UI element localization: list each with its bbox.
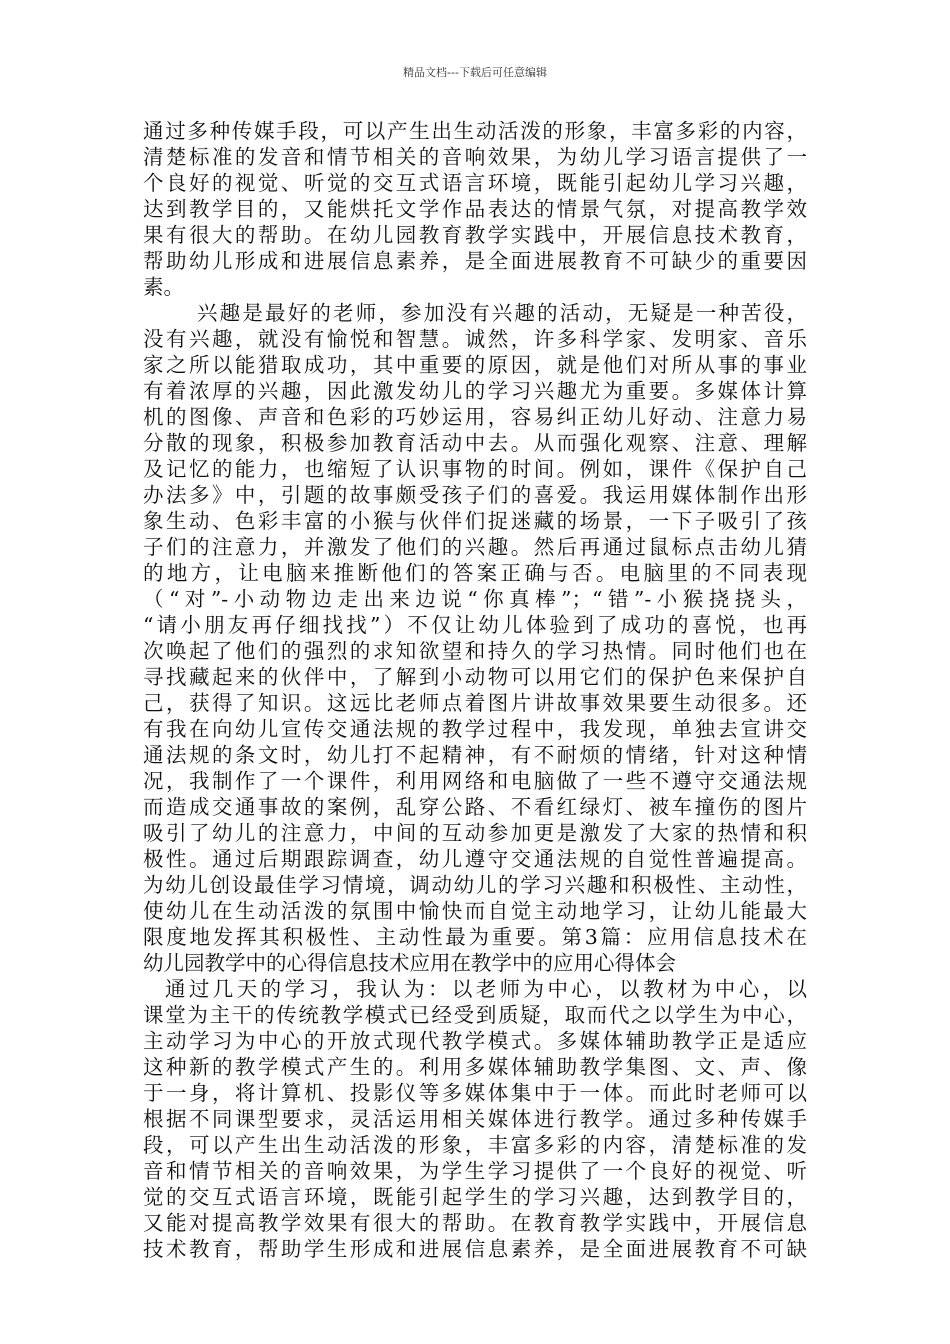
text-line: 课堂为主干的传统教学模式已经受到质疑，取而代之以学生为中心， xyxy=(143,1003,807,1027)
document-body xyxy=(143,118,807,1262)
text-line: “请小朋友再仔细找找”）不仅让幼儿体验到了成功的喜悦，也再 xyxy=(143,613,807,637)
text-line: 没有兴趣，就没有愉悦和智慧。诚然，许多科学家、发明家、音乐 xyxy=(143,327,807,351)
text-line: 觉的交互式语言环境，既能引起学生的学习兴趣，达到教学目的， xyxy=(143,1185,807,1209)
text-line: 有着浓厚的兴趣，因此激发幼儿的学习兴趣尤为重要。多媒体计算 xyxy=(143,379,807,403)
text-line: 个良好的视觉、听觉的交互式语言环境，既能引起幼儿学习兴趣， xyxy=(143,171,807,195)
text-line: 及记忆的能力，也缩短了认识事物的时间。例如，课件《保护自己 xyxy=(143,457,807,481)
text-line: 幼儿园教学中的心得信息技术应用在教学中的应用心得体会 xyxy=(143,951,676,975)
page-header xyxy=(0,66,950,80)
text-line: 而造成交通事故的案例，乱穿公路、不看红绿灯、被车撞伤的图片 xyxy=(143,795,807,819)
text-line: 况，我制作了一个课件，利用网络和电脑做了一些不遵守交通法规 xyxy=(143,769,807,793)
text-line: 为幼儿创设最佳学习情境，调动幼儿的学习兴趣和积极性、主动性， xyxy=(143,873,807,897)
text-line: 素。 xyxy=(143,275,184,299)
text-line: 又能对提高教学效果有很大的帮助。在教育教学实践中，开展信息 xyxy=(143,1211,807,1235)
text-line: 次唤起了他们的强烈的求知欲望和持久的学习热情。同时他们也在 xyxy=(143,639,807,663)
text-line: 办法多》中，引题的故事颇受孩子们的喜爱。我运用媒体制作出形 xyxy=(143,483,807,507)
text-line: 机的图像、声音和色彩的巧妙运用，容易纠正幼儿好动、注意力易 xyxy=(143,405,807,429)
header-text: 精品文档---下载后可任意编辑 xyxy=(403,66,547,79)
text-line: 有我在向幼儿宣传交通法规的教学过程中，我发现，单独去宣讲交 xyxy=(143,717,807,741)
text-line: 子们的注意力，并激发了他们的兴趣。然后再通过鼠标点击幼儿猜 xyxy=(143,535,807,559)
text-line: 象生动、色彩丰富的小猴与伙伴们捉迷藏的场景，一下子吸引了孩 xyxy=(143,509,807,533)
text-line: 于一身，将计算机、投影仪等多媒体集中于一体。而此时老师可以 xyxy=(143,1081,807,1105)
text-line: 通过多种传媒手段，可以产生出生动活泼的形象，丰富多彩的内容， xyxy=(143,119,807,143)
text-line: 使幼儿在生动活泼的氛围中愉快而自觉主动地学习，让幼儿能最大 xyxy=(143,899,807,923)
text-line: 达到教学目的，又能烘托文学作品表达的情景气氛，对提高教学效 xyxy=(143,197,807,221)
text-line: 通过几天的学习，我认为：以老师为中心，以教材为中心，以 xyxy=(165,977,807,1001)
text-line: 吸引了幼儿的注意力，中间的互动参加更是激发了大家的热情和积 xyxy=(143,821,807,845)
text-line: 帮助幼儿形成和进展信息素养，是全面进展教育不可缺少的重要因 xyxy=(143,249,807,273)
text-line: （“对”-小动物边走出来边说“你真棒”；“错”-小猴挠挠头， xyxy=(143,587,807,611)
text-line: 音和情节相关的音响效果，为学生学习提供了一个良好的视觉、听 xyxy=(143,1159,807,1183)
text-line: 根据不同课型要求，灵活运用相关媒体进行教学。通过多种传媒手 xyxy=(143,1107,807,1131)
paragraph-1 xyxy=(143,118,807,300)
text-line: 主动学习为中心的开放式现代教学模式。多媒体辅助教学正是适应 xyxy=(143,1029,807,1053)
text-line: 这种新的教学模式产生的。利用多媒体辅助教学集图、文、声、像 xyxy=(143,1055,807,1079)
text-line: 兴趣是最好的老师，参加没有兴趣的活动，无疑是一种苦役， xyxy=(197,301,807,325)
text-line: 技术教育，帮助学生形成和进展信息素养，是全面进展教育不可缺 xyxy=(143,1237,807,1261)
text-line: 极性。通过后期跟踪调查，幼儿遵守交通法规的自觉性普遍提高。 xyxy=(143,847,807,871)
text-line: 分散的现象，积极参加教育活动中去。从而强化观察、注意、理解 xyxy=(143,431,807,455)
text-line: 的地方，让电脑来推断他们的答案正确与否。电脑里的不同表现 xyxy=(143,561,807,585)
text-line: 果有很大的帮助。在幼儿园教育教学实践中，开展信息技术教育， xyxy=(143,223,807,247)
paragraph-2 xyxy=(143,300,807,976)
text-line: 己，获得了知识。这远比老师点着图片讲故事效果要生动很多。还 xyxy=(143,691,807,715)
text-line: 家之所以能猎取成功，其中重要的原因，就是他们对所从事的事业 xyxy=(143,353,807,377)
text-line: 通法规的条文时，幼儿打不起精神，有不耐烦的情绪，针对这种情 xyxy=(143,743,807,767)
text-line: 寻找藏起来的伙伴中，了解到小动物可以用它们的保护色来保护自 xyxy=(143,665,807,689)
text-line: 限度地发挥其积极性、主动性最为重要。第3篇：应用信息技术在 xyxy=(143,925,807,949)
text-line: 段，可以产生出生动活泼的形象，丰富多彩的内容，清楚标准的发 xyxy=(143,1133,807,1157)
text-line: 清楚标准的发音和情节相关的音响效果，为幼儿学习语言提供了一 xyxy=(143,145,807,169)
paragraph-3 xyxy=(143,976,807,1262)
